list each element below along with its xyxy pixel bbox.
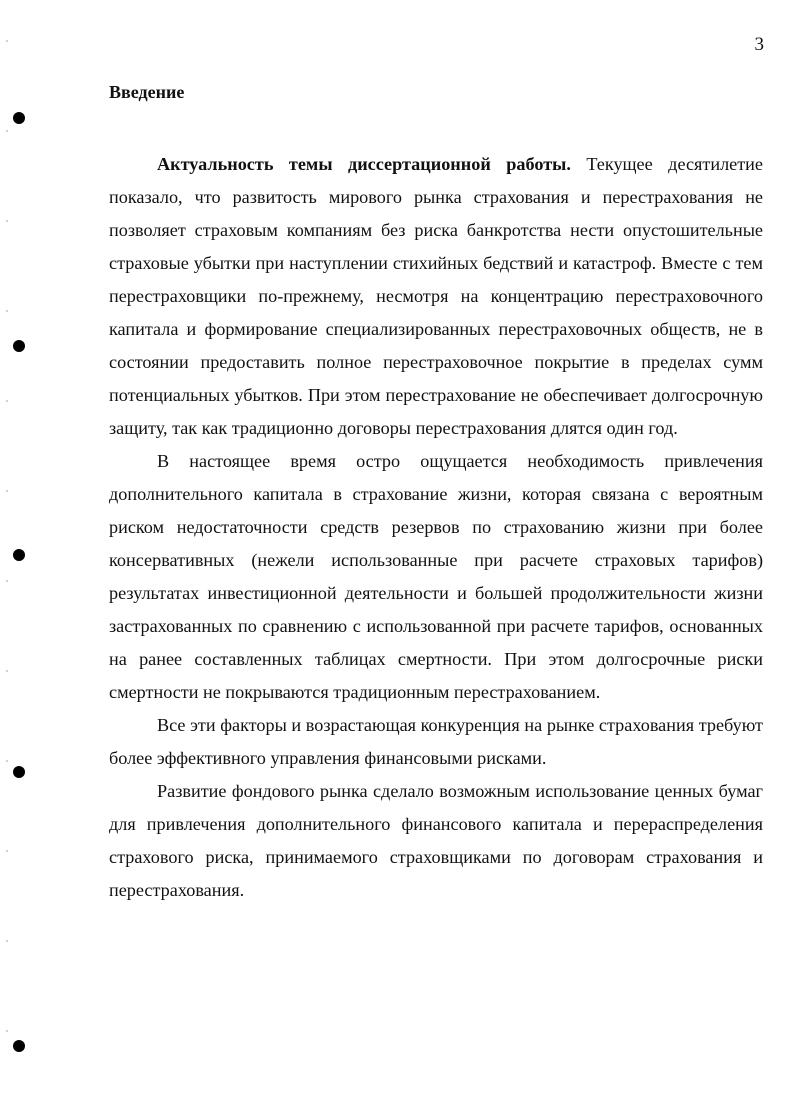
- body-text: [109, 148, 763, 907]
- binder-hole-2: [13, 340, 25, 352]
- paragraph-lead: Актуальность темы диссертационной работы.: [157, 154, 571, 174]
- binder-hole-3: [13, 549, 25, 561]
- section-heading: Введение: [109, 82, 185, 102]
- paragraph-factors: Все эти факторы и возрастающая конкуренция на рынке страхования требуют более эффективного управления финансовыми рисками.: [109, 715, 763, 768]
- paragraph-relevance: [109, 148, 763, 445]
- binder-hole-4: [13, 766, 25, 778]
- scan-edge-marks: [6, 0, 8, 1114]
- binder-hole-1: [13, 112, 25, 124]
- page-number: 3: [754, 34, 764, 55]
- binder-hole-5: [13, 1040, 25, 1052]
- paragraph-life-insurance: В настоящее время остро ощущается необходимость привлечения дополнительного капитала в страхование жизни, которая связана с вероятным риском недостаточности средств резервов по страхованию жизни при более консервативных (нежели использованные при расчете страховых тарифов) результатах инвестиционной деятельности и большей продолжительности жизни застрахованных по сравнению с использованной при расчете тарифов, основанных на ранее составленных таблицах смертности. При этом долгосрочные риски смертности не покрываются традиционным перестрахованием.: [109, 451, 763, 702]
- paragraph-text: Текущее десятилетие показало, что развитость мирового рынка страхования и перестрахования не позволяет страховым компаниям без риска банкротства нести опустошительные страховые убытки при наступлении стихийных бедствий и катастроф. Вместе с тем перестраховщики по-прежнему, несмотря на концентрацию перестраховочного капитала и формирование специализированных перестраховочных обществ, не в состоянии предоставить полное перестраховочное покрытие в пределах сумм потенциальных убытков. При этом перестрахование не обеспечивает долгосрочную защиту, так как традиционно договоры перестрахования длятся один год.: [109, 154, 763, 438]
- paragraph-securities: Развитие фондового рынка сделало возможным использование ценных бумаг для привлечения дополнительного финансового капитала и перераспределения страхового риска, принимаемого страховщиками по договорам страхования и перестрахования.: [109, 781, 763, 900]
